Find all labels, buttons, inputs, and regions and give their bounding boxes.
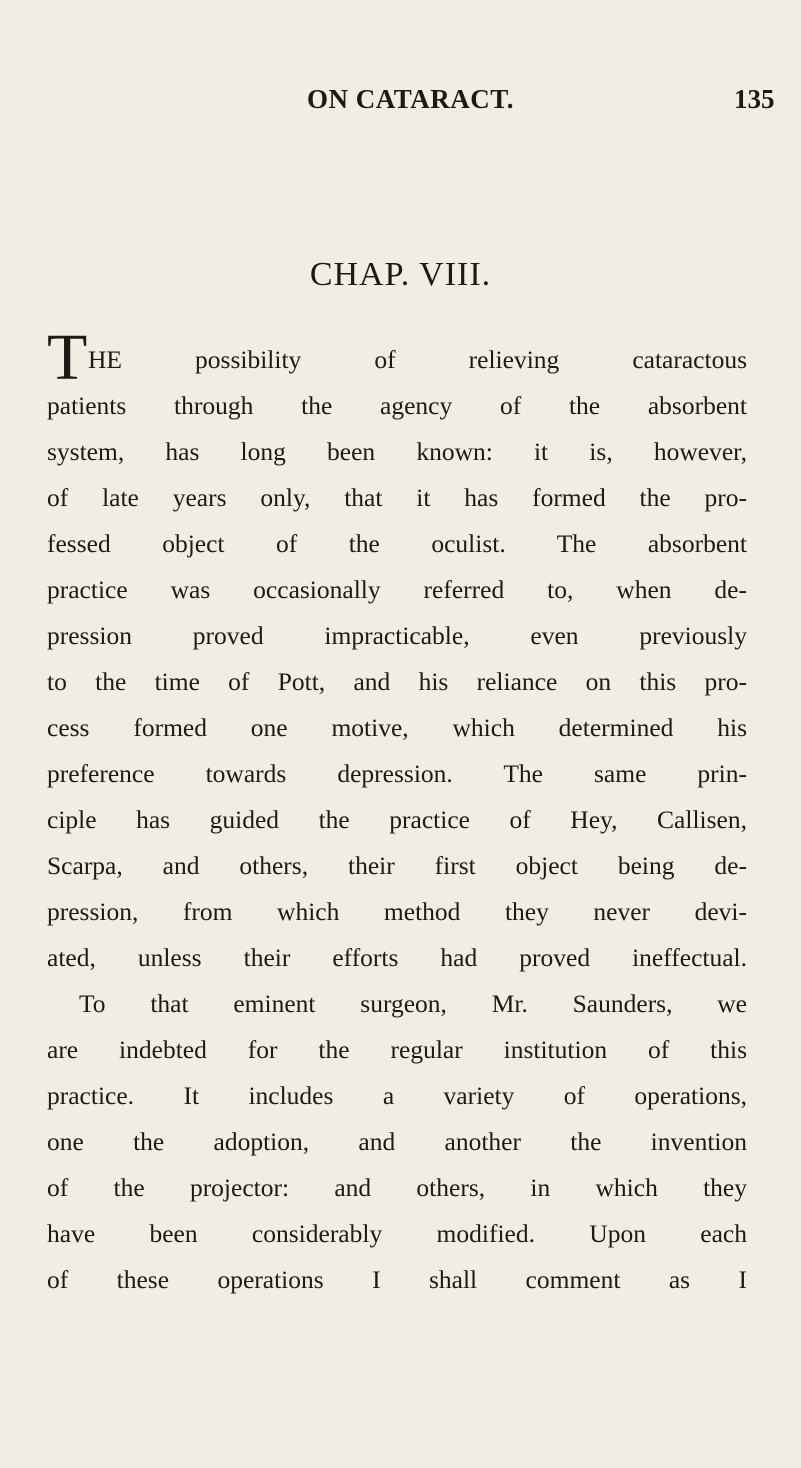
running-head — [0, 84, 801, 118]
chapter-heading: CHAP. VIII. — [309, 256, 492, 293]
body-text — [47, 383, 747, 1303]
text-line: of late years only, that it has formed the pro- — [47, 483, 747, 512]
text-line: cess formed one motive, which determined his — [47, 713, 747, 742]
text-line: pression proved impracticable, even previously — [47, 621, 747, 650]
text-line: ated, unless their efforts had proved ineffectual. — [47, 943, 747, 972]
running-title: ON CATARACT. — [307, 84, 514, 114]
text-line: system, has long been known: it is, however, — [47, 437, 747, 466]
text-line: Scarpa, and others, their first object being de- — [47, 851, 747, 880]
text-line: pression, from which method they never devi- — [47, 897, 747, 926]
page-number: 135 — [734, 84, 775, 114]
text-line: to the time of Pott, and his reliance on this pro- — [47, 667, 747, 696]
text-line: practice was occasionally referred to, when de- — [47, 575, 747, 604]
text-line: have been considerably modified. Upon each — [47, 1219, 747, 1248]
text-line: ciple has guided the practice of Hey, Callisen, — [47, 805, 747, 834]
text-line: of these operations I shall comment as I — [47, 1265, 747, 1294]
text-line: are indebted for the regular institution of this — [47, 1035, 747, 1064]
text-line: practice. It includes a variety of operations, — [47, 1081, 747, 1110]
text-line: To that eminent surgeon, Mr. Saunders, we — [79, 989, 747, 1018]
text-line: one the adoption, and another the invention — [47, 1127, 747, 1156]
text-line: preference towards depression. The same prin- — [47, 759, 747, 788]
paragraph-first-line: HE possibility of relieving cataractous — [88, 345, 747, 374]
text-line: of the projector: and others, in which they — [47, 1173, 747, 1202]
text-line: fessed object of the oculist. The absorbent — [47, 529, 747, 558]
drop-cap: T — [47, 321, 88, 394]
text-line: patients through the agency of the absorbent — [47, 391, 747, 420]
